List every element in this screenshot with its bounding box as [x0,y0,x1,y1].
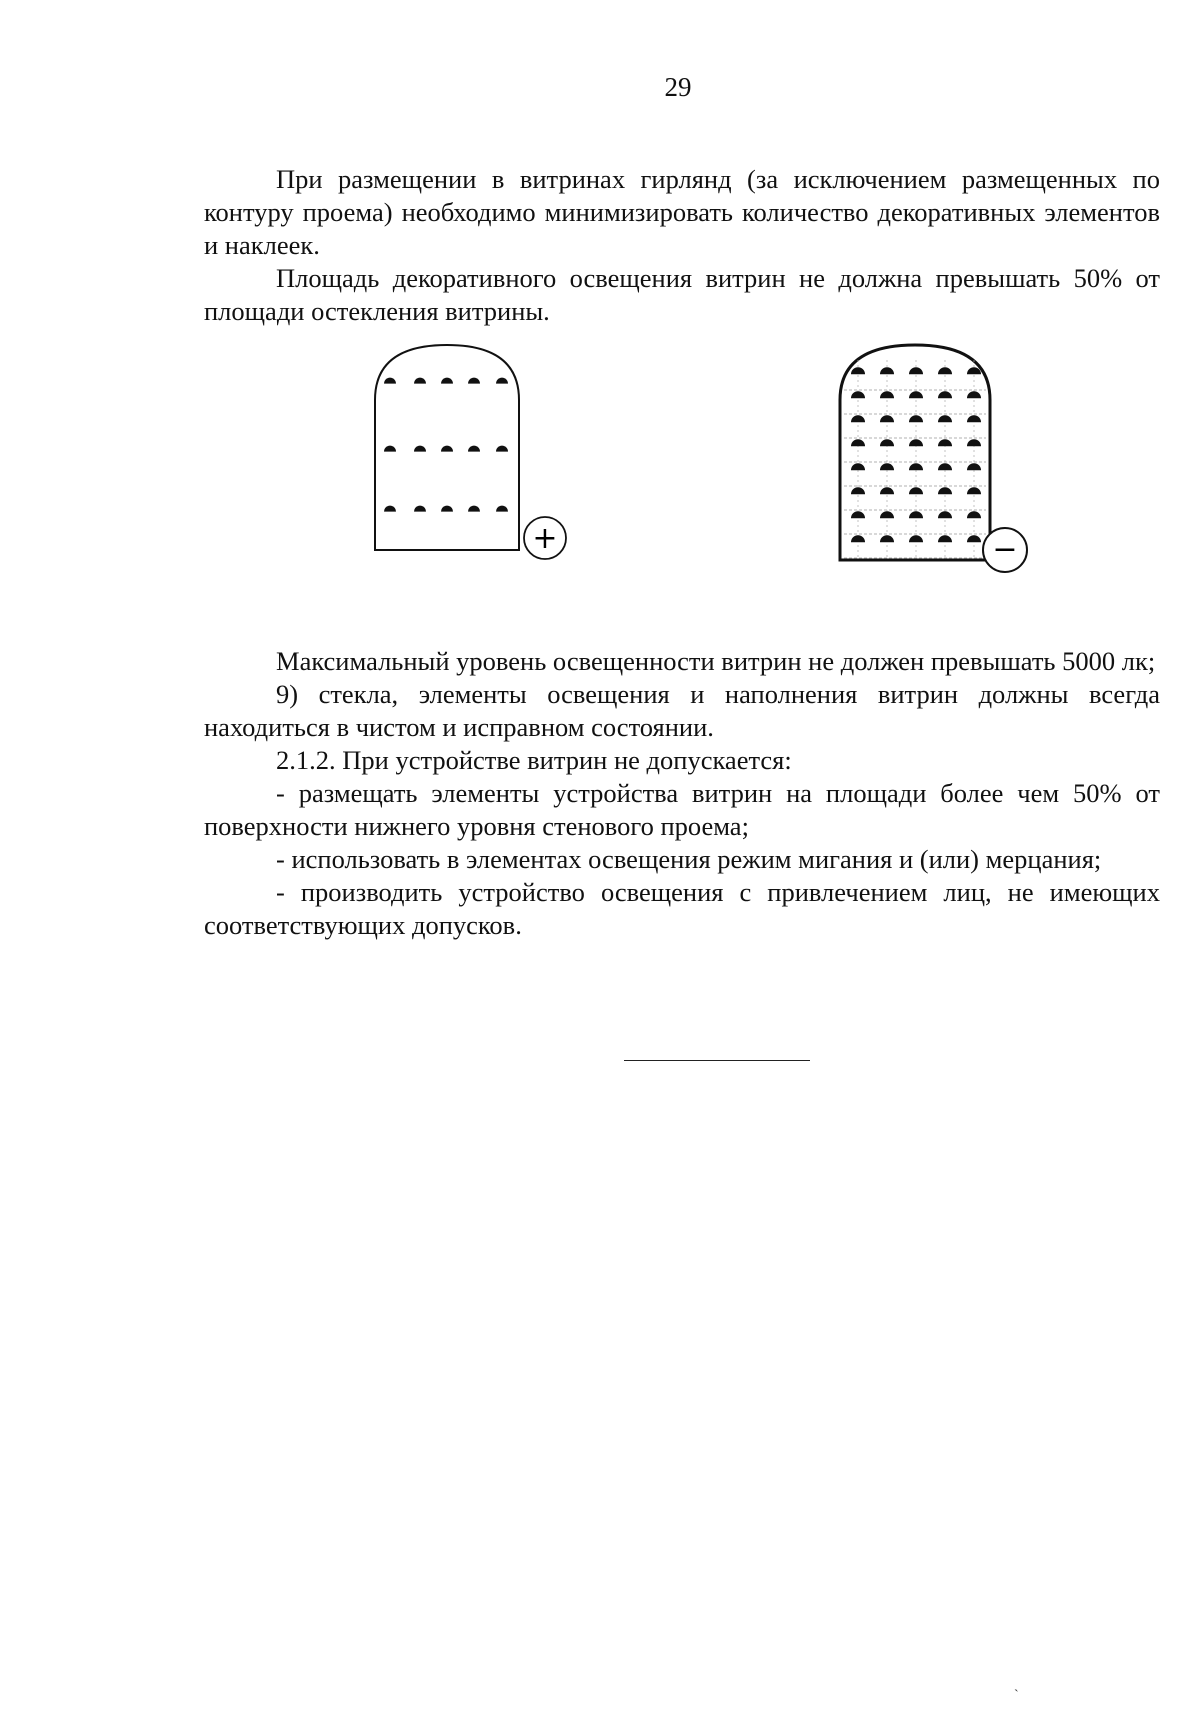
light-bulb-icon [967,487,981,494]
light-bulb-icon [496,446,508,452]
garland-lights-sparse [384,378,508,512]
light-bulb-icon [938,511,952,518]
light-bulb-icon [938,391,952,398]
light-bulb-icon [496,378,508,384]
showcase-figures [360,340,1060,590]
light-bulb-icon [909,487,923,494]
light-bulb-icon [468,506,480,512]
light-bulb-icon [414,506,426,512]
paragraph-item-9: 9) стекла, элементы освещения и наполнения витрин должны всегда находиться в чистом и исправном состоянии. [204,679,1160,742]
light-bulb-icon [880,415,894,422]
light-bulb-icon [909,415,923,422]
light-bulb-icon [938,367,952,374]
list-item-qualified-staff: - производить устройство освещения с привлечением лиц, не имеющих соответствующих допусков. [204,877,1160,940]
light-bulb-icon [880,439,894,446]
showcase-good-diagram [375,345,566,559]
light-bulb-icon [384,378,396,384]
light-bulb-icon [967,535,981,542]
light-bulb-icon [851,535,865,542]
light-bulb-icon [384,446,396,452]
garland-lights-dense [844,360,986,558]
light-bulb-icon [441,378,453,384]
light-bulb-icon [851,511,865,518]
light-bulb-icon [938,439,952,446]
bottom-text-block [204,645,1160,942]
light-bulb-icon [938,535,952,542]
light-bulb-icon [909,463,923,470]
paragraph-garlands: При размещении в витринах гирлянд (за исключением размещенных по контуру проема) необходимо минимизировать количество декоративных элементов и наклеек. [204,164,1160,260]
list-item-no-blinking: - использовать в элементах освещения режим мигания и (или) мерцания; [276,844,1102,874]
light-bulb-icon [496,506,508,512]
paragraph-section-2-1-2: 2.1.2. При устройстве витрин не допускается: [276,745,792,775]
light-bulb-icon [851,391,865,398]
light-bulb-icon [851,463,865,470]
light-bulb-icon [880,511,894,518]
plus-sign-label: + [532,521,558,556]
top-text-block [204,163,1160,328]
light-bulb-icon [851,487,865,494]
scan-mark: ` [1014,1688,1019,1703]
light-bulb-icon [909,367,923,374]
light-bulb-icon [880,535,894,542]
light-bulb-icon [880,391,894,398]
light-bulb-icon [880,487,894,494]
light-bulb-icon [938,463,952,470]
paragraph-max-illumination: Максимальный уровень освещенности витрин не должен превышать 5000 лк; [276,646,1156,676]
light-bulb-icon [851,415,865,422]
light-bulb-icon [851,439,865,446]
showcase-diagrams [360,340,1060,590]
light-bulb-icon [909,439,923,446]
light-bulb-icon [967,463,981,470]
light-bulb-icon [967,391,981,398]
light-bulb-icon [468,378,480,384]
light-bulb-icon [909,535,923,542]
light-bulb-icon [967,439,981,446]
light-bulb-icon [384,506,396,512]
light-bulb-icon [909,511,923,518]
light-bulb-icon [441,446,453,452]
light-bulb-icon [880,367,894,374]
showcase-bad-diagram [840,345,1027,572]
light-bulb-icon [938,487,952,494]
light-bulb-icon [441,506,453,512]
light-bulb-icon [414,378,426,384]
light-bulb-icon [909,391,923,398]
page-number: 29 [664,72,692,102]
light-bulb-icon [938,415,952,422]
list-item-area-limit: - размещать элементы устройства витрин на площади более чем 50% от поверхности нижнего уровня стенового проема; [204,778,1160,841]
light-bulb-icon [967,415,981,422]
light-bulb-icon [880,463,894,470]
light-bulb-icon [468,446,480,452]
light-bulb-icon [967,511,981,518]
paragraph-lighting-area: Площадь декоративного освещения витрин не должна превышать 50% от площади остекления витрины. [204,263,1160,326]
light-bulb-icon [414,446,426,452]
light-bulb-icon [851,367,865,374]
closing-divider-line [624,1060,810,1061]
minus-sign-label: − [992,532,1018,567]
